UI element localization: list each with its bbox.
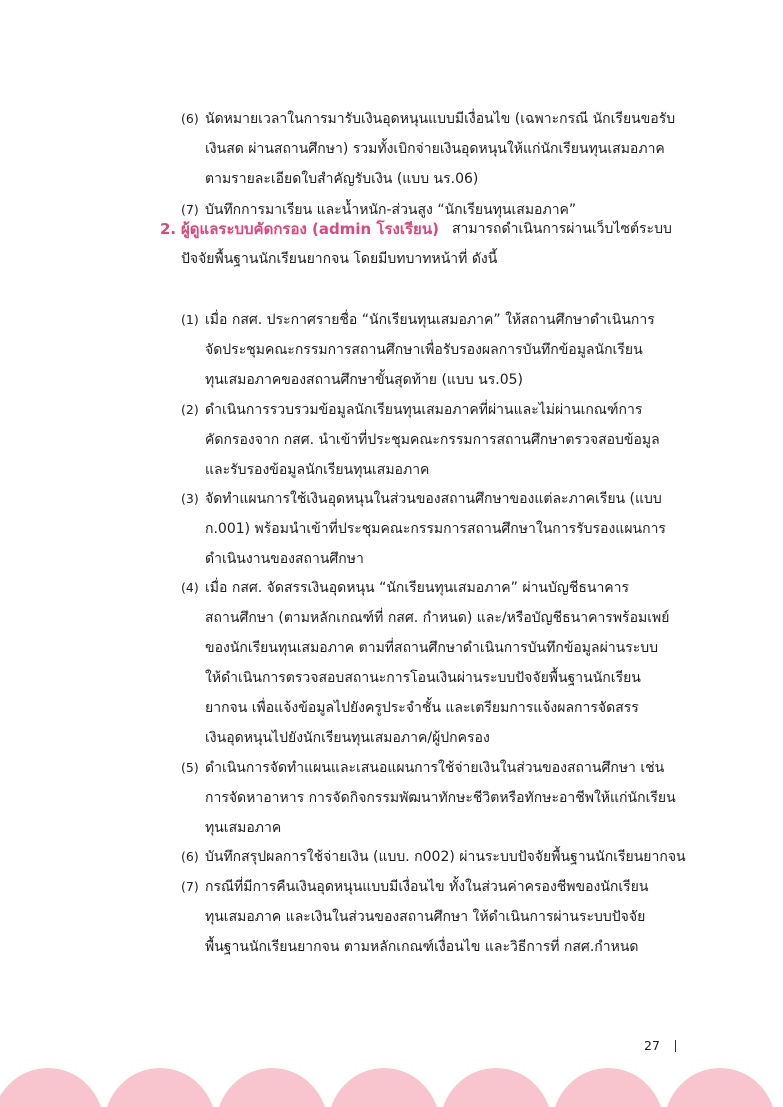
section-title: ผู้ดูแลระบบคัดกรอง (admin โรงเรียน) <box>181 220 439 238</box>
section-item-2-number: (2) <box>181 402 199 417</box>
section-item-3-line-2: ก.001) พร้อมนำเข้าที่ประชุมคณะกรรมการสถานศึกษาในการรับรองแผนการ <box>205 521 666 537</box>
section-item-2-line-2: คัดกรองจาก กสศ. นำเข้าที่ประชุมคณะกรรมการสถานศึกษาตรวจสอบข้อมูล <box>205 432 660 448</box>
scallop-3 <box>216 1068 328 1107</box>
top-item-6-number: (6) <box>181 111 199 126</box>
section-item-4-line-3: ของนักเรียนทุนเสมอภาค ตามที่สถานศึกษาดำเนินการบันทึกข้อมูลผ่านระบบ <box>205 640 659 656</box>
section-item-3-line-3: ดำเนินงานของสถานศึกษา <box>205 551 364 567</box>
section-item-6-line-1: บันทึกสรุปผลการใช้จ่ายเงิน (แบบ. ก002) ผ่านระบบปัจจัยพื้นฐานนักเรียนยากจน <box>205 849 686 865</box>
section-item-1-line-3: ทุนเสมอภาคของสถานศึกษาขั้นสุดท้าย (แบบ นร.05) <box>205 372 523 388</box>
section-number: 2. <box>160 220 177 238</box>
section-item-1-line-2: จัดประชุมคณะกรรมการสถานศึกษาเพื่อรับรองผลการบันทึกข้อมูลนักเรียน <box>205 342 643 358</box>
section-item-5-line-3: ทุนเสมอภาค <box>205 820 282 836</box>
top-item-7-line-1: บันทึกการมาเรียน และน้ำหนัก-ส่วนสูง “นักเรียนทุนเสมอภาค” <box>205 202 577 218</box>
top-item-6-line-1: นัดหมายเวลาในการมารับเงินอุดหนุนแบบมีเงื่อนไข (เฉพาะกรณี นักเรียนขอรับ <box>205 111 676 127</box>
scallop-4 <box>328 1068 440 1107</box>
section-intro-second: ปัจจัยพื้นฐานนักเรียนยากจน โดยมีบทบาทหน้าที่ ดังนี้ <box>181 251 498 267</box>
scallop-5 <box>440 1068 552 1107</box>
section-item-7-line-1: กรณีที่มีการคืนเงินอุดหนุนแบบมีเงื่อนไข ทั้งในส่วนค่าครองชีพของนักเรียน <box>205 879 649 895</box>
section-item-7-line-2: ทุนเสมอภาค และเงินในส่วนของสถานศึกษา ให้ดำเนินการผ่านระบบปัจจัย <box>205 909 646 925</box>
scallop-2 <box>104 1068 216 1107</box>
section-item-4-number: (4) <box>181 580 199 595</box>
top-item-6-line-3: ตามรายละเอียดใบสำคัญรับเงิน (แบบ นร.06) <box>205 171 479 187</box>
section-item-2-line-3: และรับรองข้อมูลนักเรียนทุนเสมอภาค <box>205 462 430 478</box>
top-item-7-number: (7) <box>181 202 199 217</box>
scallop-1 <box>0 1068 104 1107</box>
section-item-5-number: (5) <box>181 760 199 775</box>
section-item-3-number: (3) <box>181 491 199 506</box>
section-item-3-line-1: จัดทำแผนการใช้เงินอุดหนุนในส่วนของสถานศึกษาของแต่ละภาคเรียน (แบบ <box>205 491 662 507</box>
scallop-7 <box>664 1068 776 1107</box>
section-item-7-number: (7) <box>181 879 199 894</box>
section-item-4-line-1: เมื่อ กสศ. จัดสรรเงินอุดหนุน “นักเรียนทุนเสมอภาค” ผ่านบัญชีธนาคาร <box>205 580 630 596</box>
section-item-7-line-3: พื้นฐานนักเรียนยากจน ตามหลักเกณฑ์เงื่อนไข และวิธีการที่ กสศ.กำหนด <box>205 939 639 955</box>
scallop-border-decoration <box>0 1068 783 1107</box>
section-item-1-line-1: เมื่อ กสศ. ประกาศรายชื่อ “นักเรียนทุนเสมอภาค” ให้สถานศึกษาดำเนินการ <box>205 312 655 328</box>
page-number-divider <box>675 1040 676 1052</box>
section-intro-first: สามารถดำเนินการผ่านเว็บไซต์ระบบ <box>452 221 672 237</box>
section-item-5-line-1: ดำเนินการจัดทำแผนและเสนอแผนการใช้จ่ายเงินในส่วนของสถานศึกษา เช่น <box>205 760 665 776</box>
section-item-4-line-2: สถานศึกษา (ตามหลักเกณฑ์ที่ กสศ. กำหนด) และ/หรือบัญชีธนาคารพร้อมเพย์ <box>205 610 670 626</box>
top-item-6-line-2: เงินสด ผ่านสถานศึกษา) รวมทั้งเบิกจ่ายเงินอุดหนุนให้แก่นักเรียนทุนเสมอภาค <box>205 141 665 157</box>
section-item-4-line-6: เงินอุดหนุนไปยังนักเรียนทุนเสมอภาค/ผู้ปกครอง <box>205 730 490 746</box>
section-item-2-line-1: ดำเนินการรวบรวมข้อมูลนักเรียนทุนเสมอภาคที่ผ่านและไม่ผ่านเกณฑ์การ <box>205 402 643 418</box>
section-item-4-line-4: ให้ดำเนินการตรวจสอบสถานะการโอนเงินผ่านระบบปัจจัยพื้นฐานนักเรียน <box>205 670 641 686</box>
section-item-6-number: (6) <box>181 849 199 864</box>
scallop-6 <box>552 1068 664 1107</box>
section-item-5-line-2: การจัดหาอาหาร การจัดกิจกรรมพัฒนาทักษะชีวิตหรือทักษะอาชีพให้แก่นักเรียน <box>205 790 676 806</box>
section-item-1-number: (1) <box>181 312 199 327</box>
section-item-4-line-5: ยากจน เพื่อแจ้งข้อมูลไปยังครูประจำชั้น และเตรียมการแจ้งผลการจัดสรร <box>205 700 639 716</box>
page-number: 27 <box>644 1038 660 1053</box>
